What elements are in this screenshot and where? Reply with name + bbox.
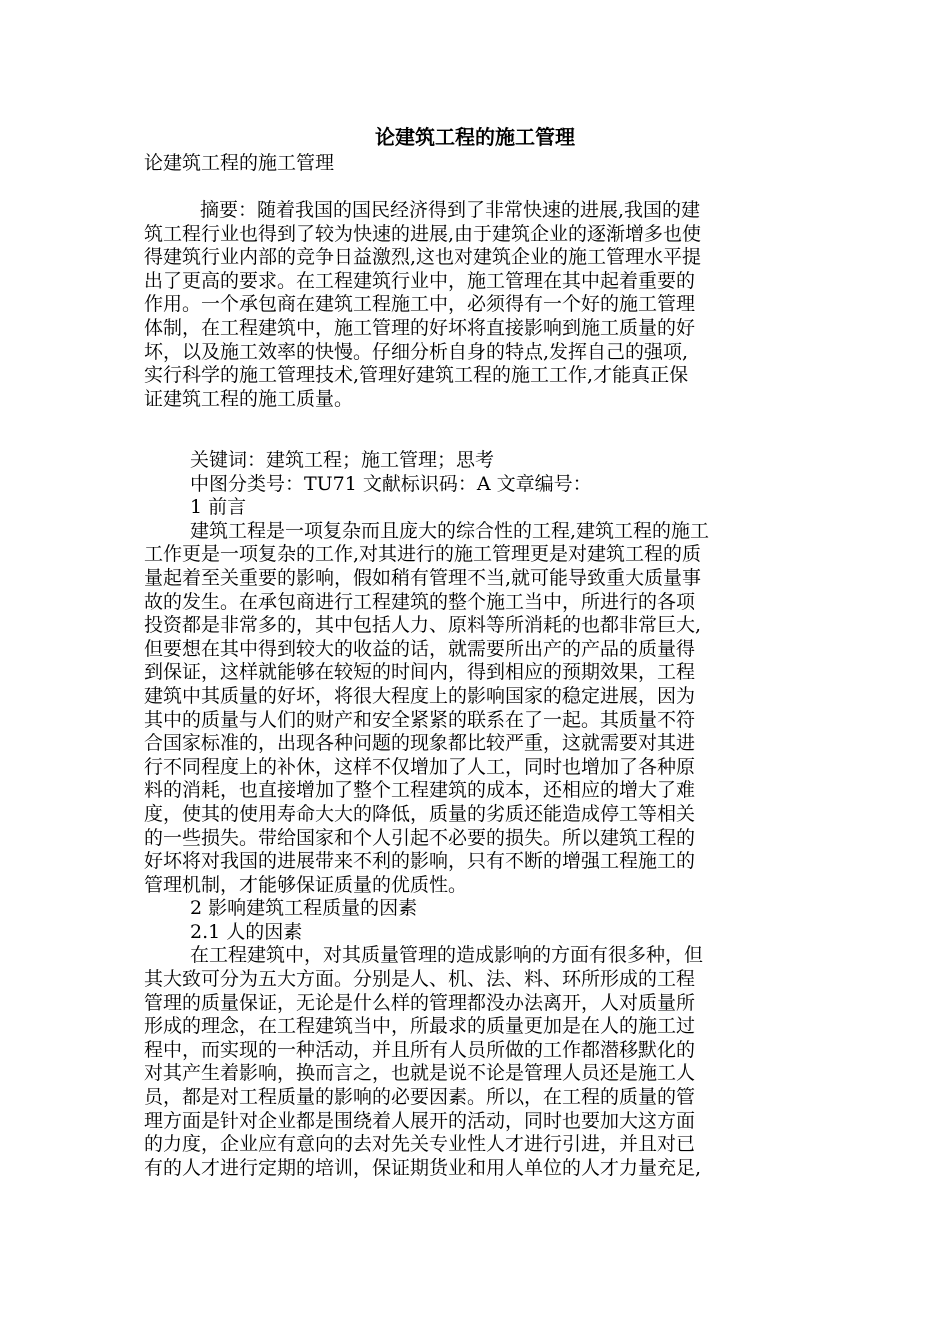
text-line: 料的消耗，也直接增加了整个工程建筑的成本，还相应的增大了难 — [144, 779, 696, 802]
text-line: 建筑中其质量的好坏，将很大程度上的影响国家的稳定进展，因为 — [144, 684, 696, 707]
text-line: 摘要：随着我国的国民经济得到了非常快速的进展,我国的建 — [200, 199, 701, 221]
text-line: 的一些损失。带给国家和个人引起不必要的损失。所以建筑工程的 — [144, 826, 696, 849]
text-line: 程中，而实现的一种活动，并且所有人员所做的工作都潜移默化的 — [144, 1038, 696, 1061]
text-line: 故的发生。在承包商进行工程建筑的整个施工当中，所进行的各项 — [144, 590, 696, 613]
text-line: 理方面是针对企业都是围绕着人展开的活动，同时也要加大这方面 — [144, 1109, 696, 1132]
text-line: 实行科学的施工管理技术,管理好建筑工程的施工工作,才能真正保 — [144, 364, 689, 387]
text-line: 其大致可分为五大方面。分别是人、机、法、料、环所形成的工程 — [144, 968, 696, 991]
text-line: 坏，以及施工效率的快慢。仔细分析自身的特点,发挥自己的强项, — [144, 340, 689, 363]
text-line: 作用。一个承包商在建筑工程施工中，必须得有一个好的施工管理 — [144, 293, 696, 316]
text-line: 管理的质量保证，无论是什么样的管理都没办法离开，人对质量所 — [144, 991, 696, 1014]
body-text — [144, 449, 804, 1180]
document-subtitle: 论建筑工程的施工管理 — [144, 152, 335, 174]
text-line: 投资都是非常多的，其中包括人力、原料等所消耗的也都非常巨大, — [144, 614, 702, 637]
text-line: 管理机制，才能够保证质量的优质性。 — [144, 873, 468, 896]
text-line: 度，使其的使用寿命大大的降低，质量的劣质还能造成停工等相关 — [144, 802, 696, 825]
text-line: 得建筑行业内部的竞争日益激烈,这也对建筑企业的施工管理水平提 — [144, 246, 702, 269]
text-line: 员，都是对工程质量的影响的必要因素。所以，在工程的质量的管 — [144, 1086, 696, 1109]
text-line: 体制，在工程建筑中，施工管理的好坏将直接影响到施工质量的好 — [144, 316, 696, 339]
text-line: 其中的质量与人们的财产和安全紧紧的联系在了一起。其质量不符 — [144, 708, 696, 731]
section-heading: 2 影响建筑工程质量的因素 — [190, 897, 418, 920]
text-line: 的力度，企业应有意向的去对先关专业性人才进行引进，并且对已 — [144, 1133, 696, 1156]
text-line: 在工程建筑中，对其质量管理的造成影响的方面有很多种，但 — [190, 944, 704, 967]
text-line: 行不同程度上的补休，这样不仅增加了人工，同时也增加了各种原 — [144, 755, 696, 778]
abstract-paragraph — [144, 199, 804, 411]
text-line: 量起着至关重要的影响，假如稍有管理不当,就可能导致重大质量事 — [144, 566, 702, 589]
text-line: 筑工程行业也得到了较为快速的进展,由于建筑企业的逐渐增多也使 — [144, 222, 702, 245]
text-line: 但要想在其中得到较大的收益的话，就需要所出产的产品的质量得 — [144, 637, 696, 660]
text-line: 出了更高的要求。在工程建筑行业中，施工管理在其中起着重要的 — [144, 269, 696, 292]
text-line: 到保证，这样就能够在较短的时间内，得到相应的预期效果，工程 — [144, 661, 696, 684]
text-line: 证建筑工程的施工质量。 — [144, 387, 354, 410]
text-line: 好坏将对我国的进展带来不利的影响，只有不断的增强工程施工的 — [144, 850, 696, 873]
classification-line: 中图分类号：TU71 文献标识码：A 文章编号： — [190, 472, 592, 495]
text-line: 建筑工程是一项复杂而且庞大的综合性的工程,建筑工程的施工 — [190, 519, 710, 542]
text-line: 形成的理念，在工程建筑当中，所最求的质量更加是在人的施工过 — [144, 1015, 696, 1038]
text-line: 工作更是一项复杂的工作,对其进行的施工管理更是对建筑工程的质 — [144, 543, 702, 566]
text-line: 对其产生着影响，换而言之，也就是说不论是管理人员还是施工人 — [144, 1062, 696, 1085]
text-line: 合国家标准的，出现各种问题的现象都比较严重，这就需要对其进 — [144, 732, 696, 755]
section-heading: 1 前言 — [190, 496, 247, 519]
keywords-line: 关键词：建筑工程；施工管理；思考 — [190, 449, 495, 471]
document-title: 论建筑工程的施工管理 — [375, 125, 575, 149]
subsection-heading: 2.1 人的因素 — [190, 920, 303, 943]
text-line: 有的人才进行定期的培训，保证期货业和用人单位的人才力量充足, — [144, 1156, 702, 1179]
